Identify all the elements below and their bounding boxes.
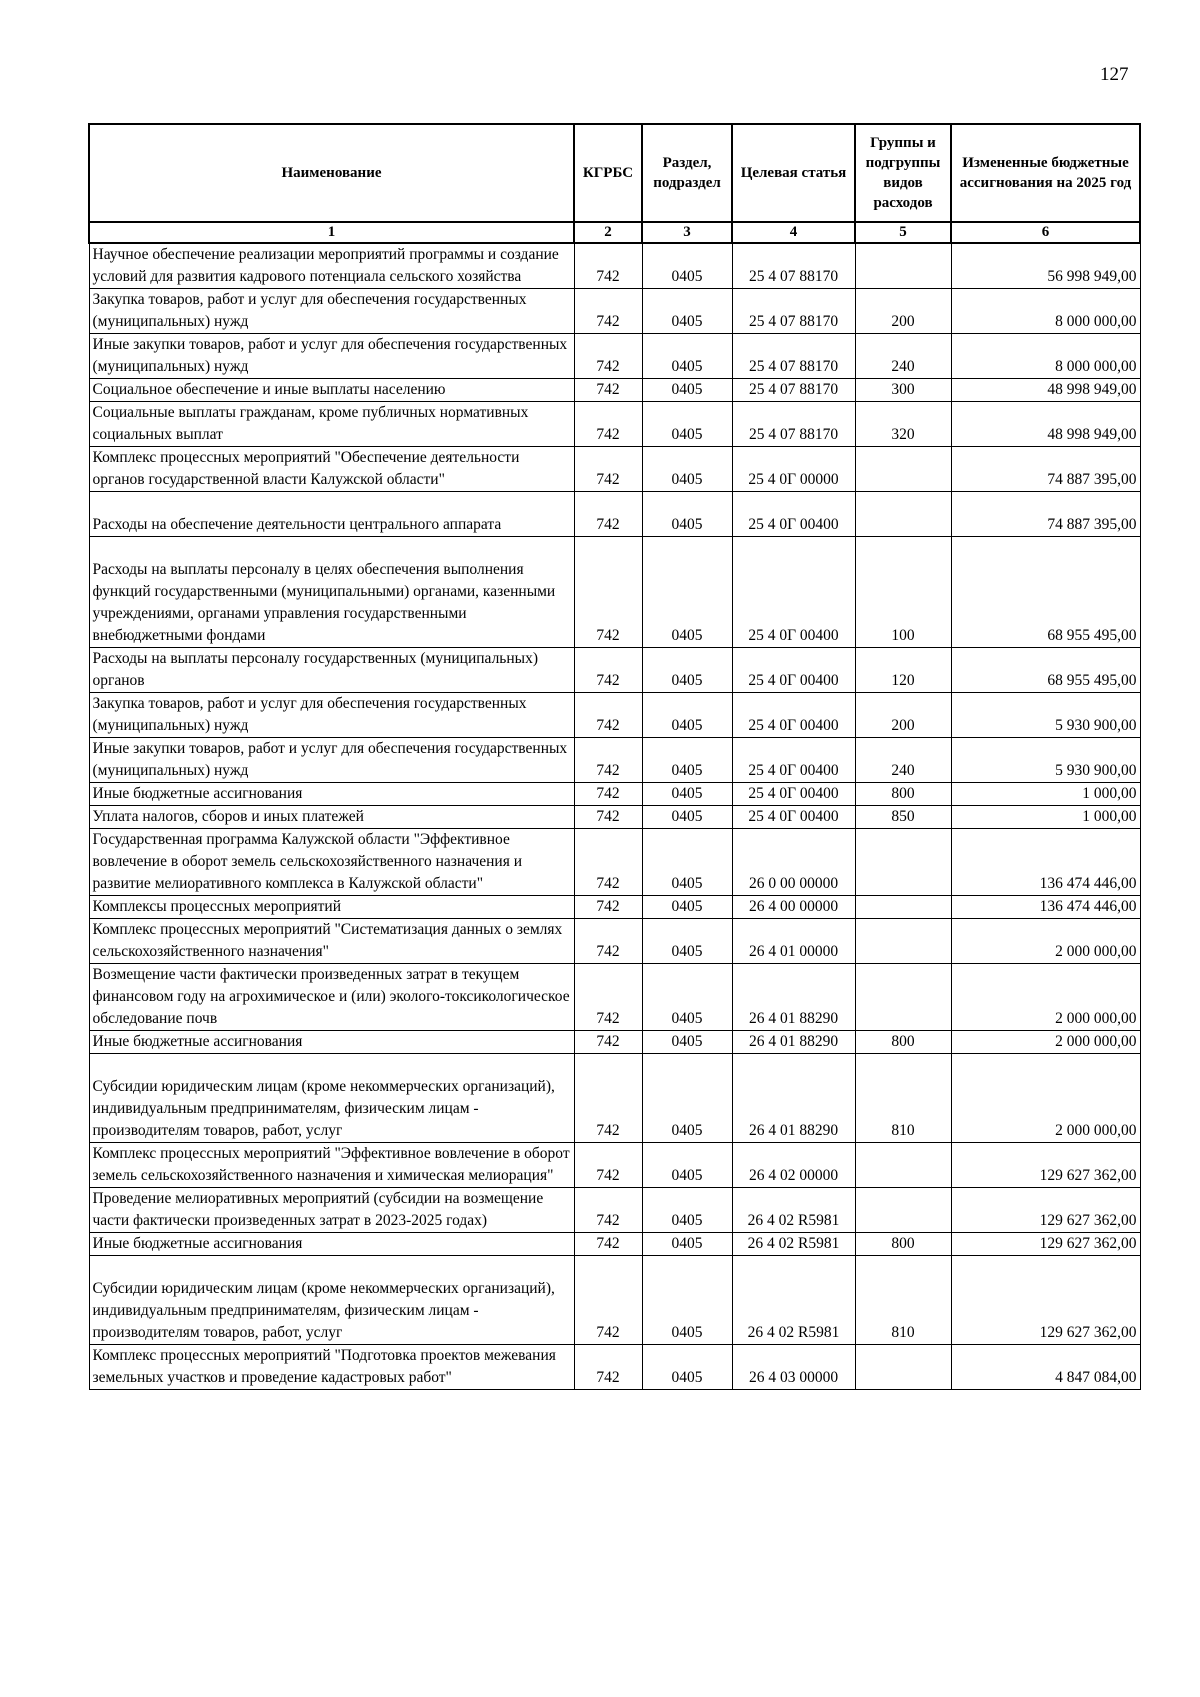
row-name: Расходы на выплаты персоналу в целях обеспечения выполнения функций государственными (муниципальными) органами, казенными учреждениями, органами управления государственными внебюджетными фондами bbox=[89, 537, 574, 648]
row-target: 26 4 00 00000 bbox=[732, 896, 855, 919]
row-kgrbs: 742 bbox=[574, 783, 642, 806]
table-row bbox=[89, 738, 1140, 783]
row-group bbox=[855, 447, 951, 492]
row-section: 0405 bbox=[642, 1233, 732, 1256]
row-kgrbs: 742 bbox=[574, 1345, 642, 1390]
header-amount: Измененные бюджетные ассигнования на 2025 год bbox=[951, 124, 1140, 222]
header-groups: Группы и подгруппы видов расходов bbox=[855, 124, 951, 222]
table-row bbox=[89, 379, 1140, 402]
row-section: 0405 bbox=[642, 243, 732, 289]
row-group bbox=[855, 829, 951, 896]
table-row bbox=[89, 334, 1140, 379]
row-kgrbs: 742 bbox=[574, 289, 642, 334]
row-group: 320 bbox=[855, 402, 951, 447]
row-section: 0405 bbox=[642, 1345, 732, 1390]
row-kgrbs: 742 bbox=[574, 738, 642, 783]
row-group bbox=[855, 1188, 951, 1233]
row-amount: 5 930 900,00 bbox=[951, 738, 1140, 783]
row-group: 810 bbox=[855, 1256, 951, 1345]
row-name: Научное обеспечение реализации мероприятий программы и создание условий для развития кадрового потенциала сельского хозяйства bbox=[89, 243, 574, 289]
row-group bbox=[855, 896, 951, 919]
table-row bbox=[89, 1031, 1140, 1054]
row-target: 25 4 0Г 00400 bbox=[732, 738, 855, 783]
table-row bbox=[89, 1143, 1140, 1188]
row-amount: 2 000 000,00 bbox=[951, 1031, 1140, 1054]
row-section: 0405 bbox=[642, 806, 732, 829]
row-amount: 74 887 395,00 bbox=[951, 447, 1140, 492]
table-row bbox=[89, 1233, 1140, 1256]
row-group: 850 bbox=[855, 806, 951, 829]
row-amount: 5 930 900,00 bbox=[951, 693, 1140, 738]
row-kgrbs: 742 bbox=[574, 334, 642, 379]
table-row bbox=[89, 1345, 1140, 1390]
column-number: 4 bbox=[732, 222, 855, 243]
table-row bbox=[89, 648, 1140, 693]
row-amount: 8 000 000,00 bbox=[951, 334, 1140, 379]
row-amount: 1 000,00 bbox=[951, 806, 1140, 829]
row-amount: 2 000 000,00 bbox=[951, 919, 1140, 964]
header-kgrbs: КГРБС bbox=[574, 124, 642, 222]
row-section: 0405 bbox=[642, 783, 732, 806]
row-target: 25 4 0Г 00400 bbox=[732, 492, 855, 537]
row-target: 26 0 00 00000 bbox=[732, 829, 855, 896]
table-row bbox=[89, 919, 1140, 964]
row-target: 25 4 07 88170 bbox=[732, 243, 855, 289]
row-section: 0405 bbox=[642, 1143, 732, 1188]
row-target: 25 4 07 88170 bbox=[732, 379, 855, 402]
table-row bbox=[89, 289, 1140, 334]
row-group bbox=[855, 1143, 951, 1188]
header-section: Раздел, подраздел bbox=[642, 124, 732, 222]
row-group bbox=[855, 1345, 951, 1390]
row-group: 240 bbox=[855, 334, 951, 379]
table-row bbox=[89, 964, 1140, 1031]
table-row bbox=[89, 537, 1140, 648]
column-number: 3 bbox=[642, 222, 732, 243]
row-amount: 136 474 446,00 bbox=[951, 896, 1140, 919]
row-amount: 56 998 949,00 bbox=[951, 243, 1140, 289]
row-name: Расходы на обеспечение деятельности центрального аппарата bbox=[89, 492, 574, 537]
row-section: 0405 bbox=[642, 334, 732, 379]
page-number: 127 bbox=[1100, 64, 1129, 85]
row-group bbox=[855, 919, 951, 964]
row-target: 25 4 07 88170 bbox=[732, 334, 855, 379]
row-section: 0405 bbox=[642, 492, 732, 537]
row-section: 0405 bbox=[642, 919, 732, 964]
row-amount: 1 000,00 bbox=[951, 783, 1140, 806]
row-section: 0405 bbox=[642, 1054, 732, 1143]
row-target: 26 4 01 88290 bbox=[732, 964, 855, 1031]
row-amount: 74 887 395,00 bbox=[951, 492, 1140, 537]
row-amount: 8 000 000,00 bbox=[951, 289, 1140, 334]
row-section: 0405 bbox=[642, 1188, 732, 1233]
table-row bbox=[89, 1256, 1140, 1345]
row-name: Субсидии юридическим лицам (кроме некоммерческих организаций), индивидуальным предпринимателям, физическим лицам - производителям товаров, работ, услуг bbox=[89, 1054, 574, 1143]
row-name: Комплекс процессных мероприятий "Подготовка проектов межевания земельных участков и проведение кадастровых работ" bbox=[89, 1345, 574, 1390]
row-kgrbs: 742 bbox=[574, 1256, 642, 1345]
table-row bbox=[89, 829, 1140, 896]
row-target: 25 4 07 88170 bbox=[732, 402, 855, 447]
row-target: 26 4 02 R5981 bbox=[732, 1188, 855, 1233]
row-target: 25 4 0Г 00000 bbox=[732, 447, 855, 492]
row-target: 25 4 0Г 00400 bbox=[732, 783, 855, 806]
row-amount: 136 474 446,00 bbox=[951, 829, 1140, 896]
row-section: 0405 bbox=[642, 738, 732, 783]
row-name: Государственная программа Калужской области "Эффективное вовлечение в оборот земель сельскохозяйственного назначения и развитие мелиоративного комплекса в Калужской области" bbox=[89, 829, 574, 896]
table-row bbox=[89, 492, 1140, 537]
row-name: Комплекс процессных мероприятий "Обеспечение деятельности органов государственной власти Калужской области" bbox=[89, 447, 574, 492]
row-kgrbs: 742 bbox=[574, 1031, 642, 1054]
row-amount: 129 627 362,00 bbox=[951, 1256, 1140, 1345]
row-name: Иные бюджетные ассигнования bbox=[89, 1031, 574, 1054]
table-row bbox=[89, 896, 1140, 919]
row-section: 0405 bbox=[642, 537, 732, 648]
column-number: 5 bbox=[855, 222, 951, 243]
row-amount: 68 955 495,00 bbox=[951, 648, 1140, 693]
row-group bbox=[855, 964, 951, 1031]
row-section: 0405 bbox=[642, 1256, 732, 1345]
row-kgrbs: 742 bbox=[574, 402, 642, 447]
row-group: 810 bbox=[855, 1054, 951, 1143]
row-name: Иные закупки товаров, работ и услуг для обеспечения государственных (муниципальных) нужд bbox=[89, 738, 574, 783]
row-kgrbs: 742 bbox=[574, 243, 642, 289]
row-target: 26 4 02 00000 bbox=[732, 1143, 855, 1188]
row-kgrbs: 742 bbox=[574, 648, 642, 693]
row-target: 26 4 02 R5981 bbox=[732, 1233, 855, 1256]
row-target: 25 4 07 88170 bbox=[732, 289, 855, 334]
row-amount: 129 627 362,00 bbox=[951, 1143, 1140, 1188]
row-group bbox=[855, 492, 951, 537]
row-kgrbs: 742 bbox=[574, 1188, 642, 1233]
row-amount: 129 627 362,00 bbox=[951, 1233, 1140, 1256]
row-name: Уплата налогов, сборов и иных платежей bbox=[89, 806, 574, 829]
row-kgrbs: 742 bbox=[574, 829, 642, 896]
row-section: 0405 bbox=[642, 289, 732, 334]
row-kgrbs: 742 bbox=[574, 447, 642, 492]
row-kgrbs: 742 bbox=[574, 492, 642, 537]
row-target: 25 4 0Г 00400 bbox=[732, 537, 855, 648]
row-section: 0405 bbox=[642, 402, 732, 447]
table-row bbox=[89, 783, 1140, 806]
row-section: 0405 bbox=[642, 1031, 732, 1054]
row-amount: 48 998 949,00 bbox=[951, 379, 1140, 402]
row-group: 240 bbox=[855, 738, 951, 783]
table-row bbox=[89, 806, 1140, 829]
row-name: Возмещение части фактически произведенных затрат в текущем финансовом году на агрохимическое и (или) эколого-токсикологическое обследование почв bbox=[89, 964, 574, 1031]
table-row bbox=[89, 693, 1140, 738]
header-name: Наименование bbox=[89, 124, 574, 222]
row-kgrbs: 742 bbox=[574, 1054, 642, 1143]
row-name: Комплекс процессных мероприятий "Эффективное вовлечение в оборот земель сельскохозяйственного назначения и химическая мелиорация" bbox=[89, 1143, 574, 1188]
row-kgrbs: 742 bbox=[574, 806, 642, 829]
row-name: Проведение мелиоративных мероприятий (субсидии на возмещение части фактически произведенных затрат в 2023-2025 годах) bbox=[89, 1188, 574, 1233]
row-section: 0405 bbox=[642, 447, 732, 492]
row-group: 100 bbox=[855, 537, 951, 648]
table-row bbox=[89, 1188, 1140, 1233]
row-section: 0405 bbox=[642, 964, 732, 1031]
row-section: 0405 bbox=[642, 693, 732, 738]
row-amount: 129 627 362,00 bbox=[951, 1188, 1140, 1233]
row-kgrbs: 742 bbox=[574, 537, 642, 648]
row-amount: 48 998 949,00 bbox=[951, 402, 1140, 447]
row-group: 800 bbox=[855, 783, 951, 806]
column-number: 2 bbox=[574, 222, 642, 243]
column-number: 6 bbox=[951, 222, 1140, 243]
row-kgrbs: 742 bbox=[574, 1143, 642, 1188]
row-kgrbs: 742 bbox=[574, 919, 642, 964]
header-row bbox=[89, 124, 1140, 222]
table-row bbox=[89, 447, 1140, 492]
row-name: Иные бюджетные ассигнования bbox=[89, 783, 574, 806]
row-kgrbs: 742 bbox=[574, 379, 642, 402]
row-target: 26 4 01 88290 bbox=[732, 1031, 855, 1054]
row-name: Расходы на выплаты персоналу государственных (муниципальных) органов bbox=[89, 648, 574, 693]
table-row bbox=[89, 402, 1140, 447]
column-number-row bbox=[89, 222, 1140, 243]
row-target: 26 4 03 00000 bbox=[732, 1345, 855, 1390]
row-kgrbs: 742 bbox=[574, 964, 642, 1031]
row-target: 25 4 0Г 00400 bbox=[732, 693, 855, 738]
row-target: 26 4 02 R5981 bbox=[732, 1256, 855, 1345]
row-target: 25 4 0Г 00400 bbox=[732, 648, 855, 693]
row-group: 800 bbox=[855, 1233, 951, 1256]
row-name: Иные закупки товаров, работ и услуг для обеспечения государственных (муниципальных) нужд bbox=[89, 334, 574, 379]
table-row bbox=[89, 243, 1140, 289]
row-name: Закупка товаров, работ и услуг для обеспечения государственных (муниципальных) нужд bbox=[89, 693, 574, 738]
row-name: Социальные выплаты гражданам, кроме публичных нормативных социальных выплат bbox=[89, 402, 574, 447]
row-kgrbs: 742 bbox=[574, 693, 642, 738]
row-target: 26 4 01 00000 bbox=[732, 919, 855, 964]
row-group: 200 bbox=[855, 289, 951, 334]
row-amount: 4 847 084,00 bbox=[951, 1345, 1140, 1390]
row-section: 0405 bbox=[642, 648, 732, 693]
row-group: 800 bbox=[855, 1031, 951, 1054]
row-amount: 68 955 495,00 bbox=[951, 537, 1140, 648]
row-group: 200 bbox=[855, 693, 951, 738]
column-number: 1 bbox=[89, 222, 574, 243]
row-group bbox=[855, 243, 951, 289]
header-target: Целевая статья bbox=[732, 124, 855, 222]
row-kgrbs: 742 bbox=[574, 1233, 642, 1256]
row-group: 300 bbox=[855, 379, 951, 402]
row-name: Комплексы процессных мероприятий bbox=[89, 896, 574, 919]
table-row bbox=[89, 1054, 1140, 1143]
row-name: Иные бюджетные ассигнования bbox=[89, 1233, 574, 1256]
budget-table bbox=[88, 123, 1141, 1390]
row-target: 25 4 0Г 00400 bbox=[732, 806, 855, 829]
row-target: 26 4 01 88290 bbox=[732, 1054, 855, 1143]
row-name: Социальное обеспечение и иные выплаты населению bbox=[89, 379, 574, 402]
row-kgrbs: 742 bbox=[574, 896, 642, 919]
row-name: Субсидии юридическим лицам (кроме некоммерческих организаций), индивидуальным предпринимателям, физическим лицам - производителям товаров, работ, услуг bbox=[89, 1256, 574, 1345]
row-amount: 2 000 000,00 bbox=[951, 964, 1140, 1031]
row-section: 0405 bbox=[642, 896, 732, 919]
row-amount: 2 000 000,00 bbox=[951, 1054, 1140, 1143]
table-body bbox=[89, 243, 1140, 1390]
row-section: 0405 bbox=[642, 379, 732, 402]
row-group: 120 bbox=[855, 648, 951, 693]
row-section: 0405 bbox=[642, 829, 732, 896]
row-name: Закупка товаров, работ и услуг для обеспечения государственных (муниципальных) нужд bbox=[89, 289, 574, 334]
row-name: Комплекс процессных мероприятий "Систематизация данных о землях сельскохозяйственного назначения" bbox=[89, 919, 574, 964]
